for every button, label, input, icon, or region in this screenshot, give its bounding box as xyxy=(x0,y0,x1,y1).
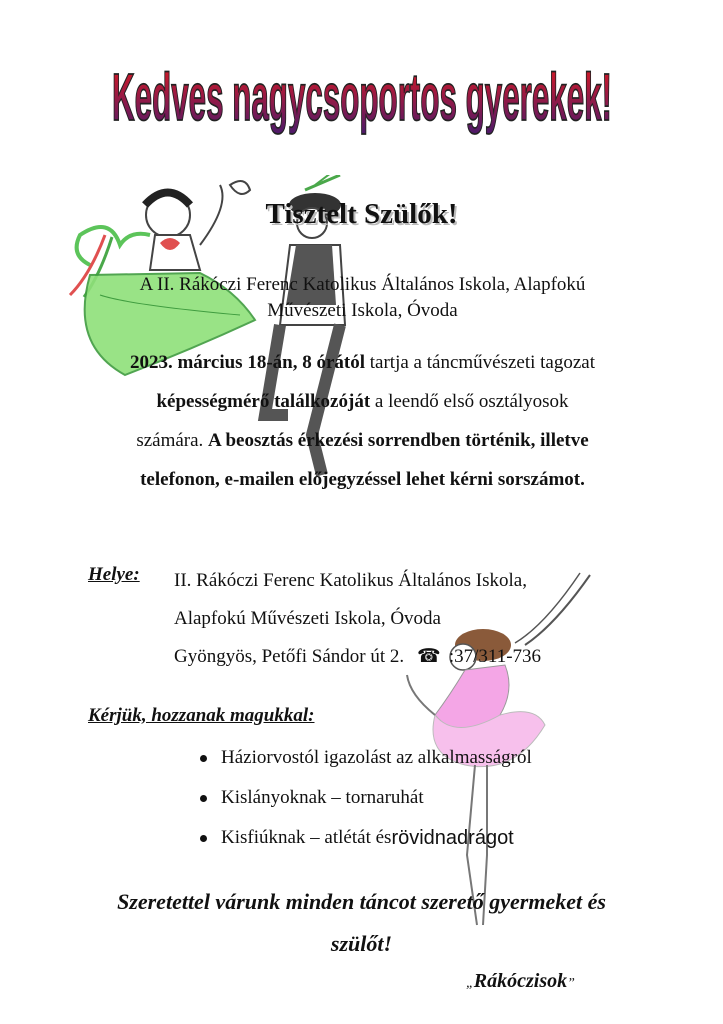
intro-text-2: a leendő első osztályosok xyxy=(370,391,569,412)
bullet-icon xyxy=(200,795,207,802)
location-label: Helye: xyxy=(88,564,140,585)
subtitle: Tisztelt Szülők! xyxy=(265,198,458,230)
intro-text-1: tartja a táncművészeti tagozat xyxy=(365,352,596,373)
closing-message: Szeretettel várunk minden táncot szerető gyermeket és szülőt! xyxy=(117,889,606,956)
intro-text-3: számára. xyxy=(136,430,209,451)
location-address xyxy=(174,562,541,676)
intro-bold-2: telefonon, e-mailen előjegyzéssel lehet kérni sorszámot. xyxy=(140,469,585,490)
list-item: Kislányoknak – tornaruhát xyxy=(200,778,532,818)
address-line-2: Alapfokú Művészeti Iskola, Óvoda xyxy=(174,608,441,629)
phone-number: :37/311-736 xyxy=(448,646,542,667)
headline-wordart xyxy=(102,62,622,162)
list-item: Háziorvostól igazolást az alkalmasságról xyxy=(200,738,532,778)
event-name: képességmérő találkozóját xyxy=(156,391,371,412)
intro-bold-1: A beosztás érkezési sorrendben történik, illetve xyxy=(208,430,589,451)
address-line-3: Gyöngyös, Petőfi Sándor út 2. ☎ :37/311-736 xyxy=(174,638,541,676)
address-line-1: II. Rákóczi Ferenc Katolikus Általános Iskola, xyxy=(174,570,527,591)
school-line-2: Művészeti Iskola, Óvoda xyxy=(267,300,458,321)
bring-label: Kérjük, hozzanak magukkal: xyxy=(88,705,315,726)
headline-text: Kedves nagycsoportos gyerekek! xyxy=(111,62,612,136)
bring-list xyxy=(200,738,532,858)
headline xyxy=(0,62,723,162)
bullet-icon xyxy=(200,755,207,762)
phone-icon: ☎ xyxy=(417,646,441,667)
signature: „Rákóczisok” xyxy=(466,970,575,992)
list-item: Kisfiúknak – atlétát és rövidnadrágot xyxy=(200,818,532,858)
bullet-icon xyxy=(200,835,207,842)
school-line-1: A II. Rákóczi Ferenc Katolikus Általános Iskola, Alapfokú xyxy=(139,274,586,295)
intro-paragraph xyxy=(90,343,635,499)
school-name xyxy=(90,272,635,324)
event-date: 2023. március 18-án, 8 órától xyxy=(129,352,366,373)
